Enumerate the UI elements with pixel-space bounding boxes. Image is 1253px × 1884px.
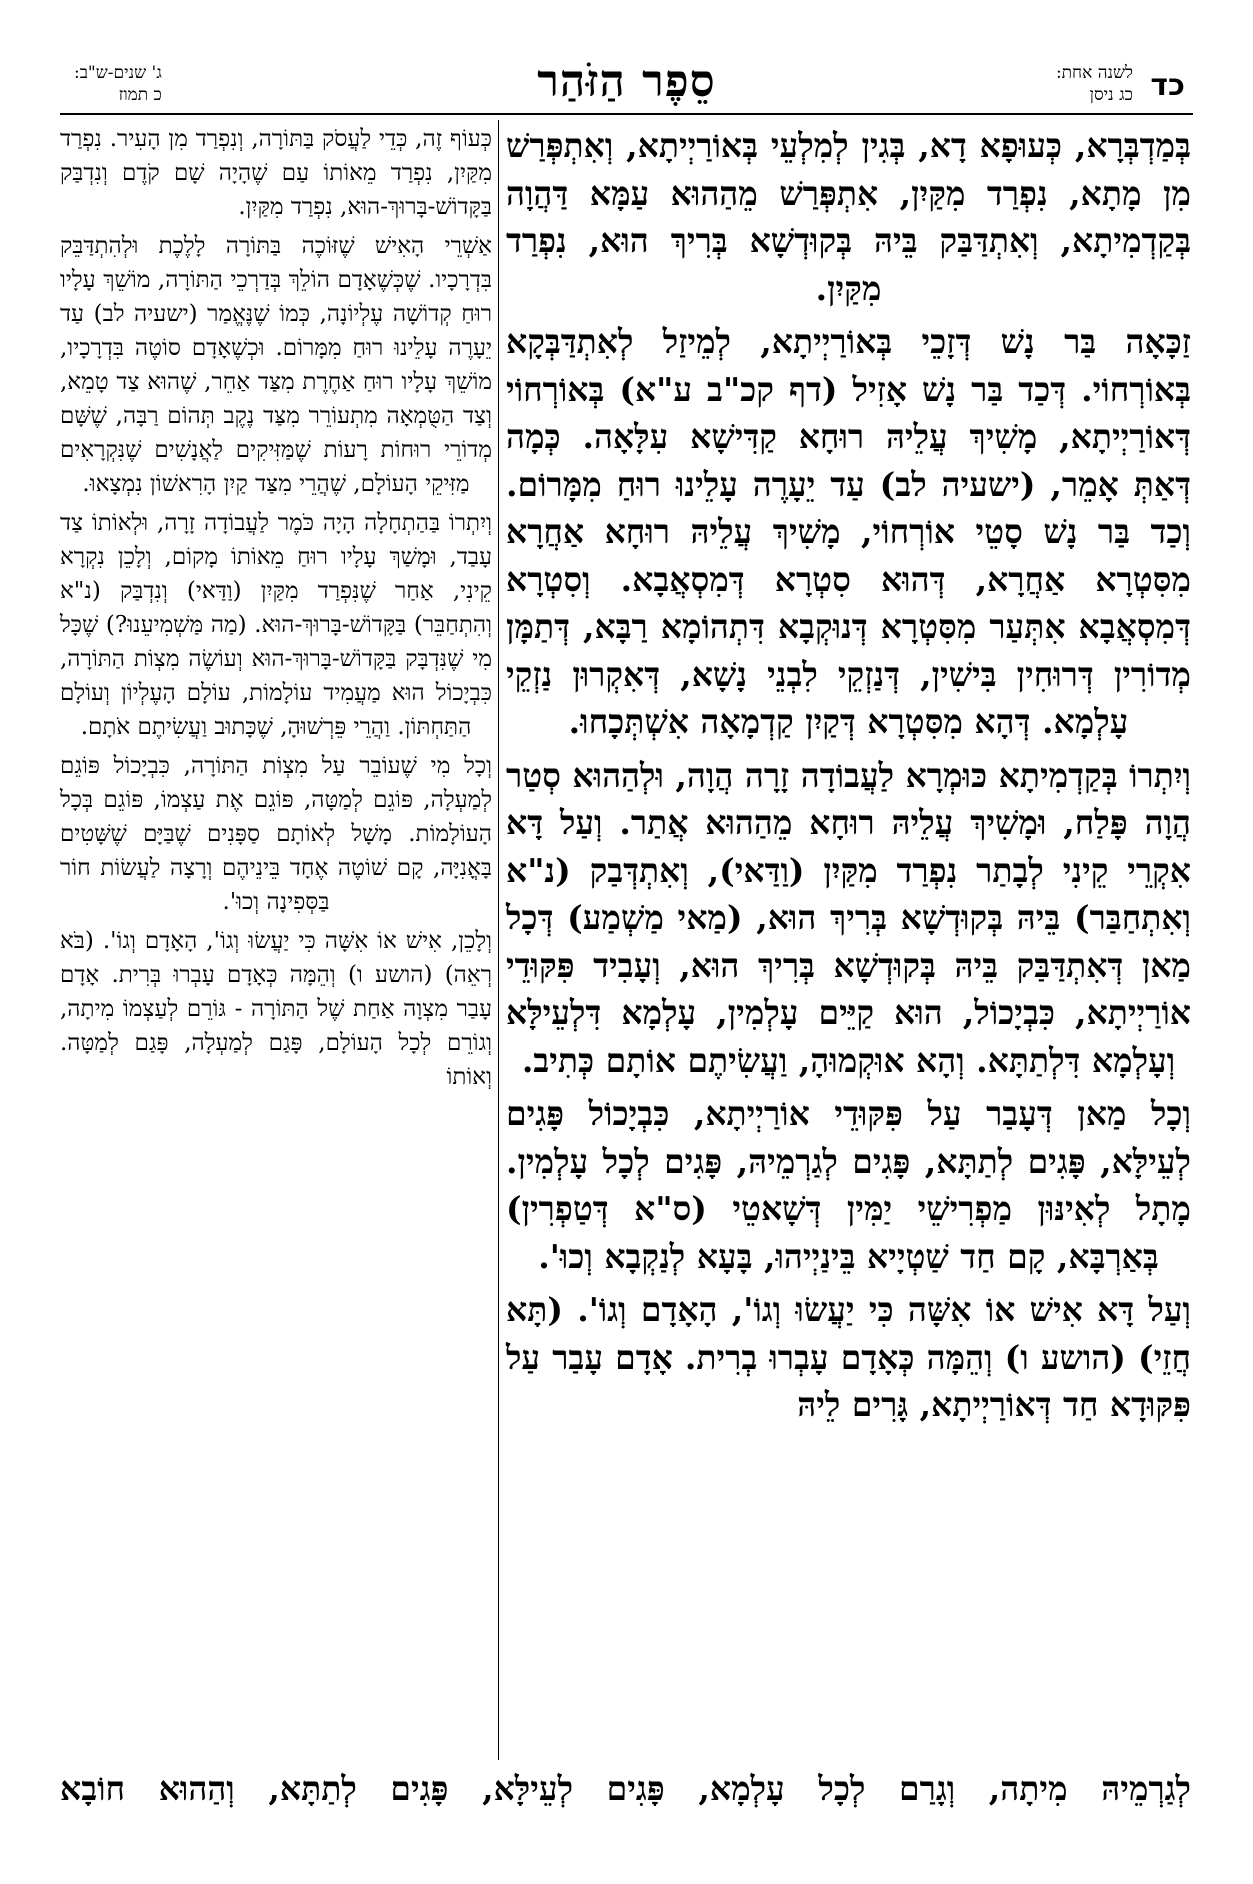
translation-paragraph: וְכָל מִי שֶׁעוֹבֵר עַל מִצְוֹת הַתּוֹרָה, כִּבְיָכוֹל פּוֹגֵם לְמַעְלָה, פּוֹגֵם לְמַטָּה, פּוֹגֵם אֶת עַצְמוֹ, פּוֹגֵם בְּכָל הָעוֹלָמוֹת. מָשָׁל לְאוֹתָם סַפָּנִים שֶׁבַּיָּם שֶׁשָּׁטִים בָּאֳנִיָּה, קָם שׁוֹטֶה אֶחָד בֵּינֵיהֶם וְרָצָה לַעֲשׂוֹת חוֹר בַּסְּפִינָה וְכוּ'.: [60, 753, 492, 915]
translation-paragraph: אַשְׁרֵי הָאִישׁ שֶׁזּוֹכֶה בַּתּוֹרָה לָלֶכֶת וּלְהִתְדַּבֵּק בִּדְרָכָיו. שֶׁכְּשֶׁאָדָם הוֹלֵךְ בְּדַרְכֵי הַתּוֹרָה, מוֹשֵׁךְ עָלָיו רוּחַ קְדוֹשָׁה עֶלְיוֹנָה, כְּמוֹ שֶׁנֶּאֱמַר (ישעיה לב) עַד יֵעָרֶה עָלֵינוּ רוּחַ מִמָּרוֹם. וּכְשֶׁאָדָם סוֹטֶה בִּדְרָכָיו, מוֹשֵׁךְ עָלָיו רוּחַ אַחֶרֶת מִצַּד אַחֵר, שֶׁהוּא צַד טָמֵא, וְצַד הַטֻּמְאָה מִתְעוֹרֵר מִצַּד נֶקֶב תְּהוֹם רַבָּה, שֶׁשָּׁם מְדוֹרֵי רוּחוֹת רָעוֹת שֶׁמַּזִּיקִים לַאֲנָשִׁים שֶׁנִּקְרָאִים מַזִּיקֵי הָעוֹלָם, שֶׁהֲרֵי מִצַּד קַיִן הָרִאשׁוֹן נִמְצָאוּ.: [60, 233, 492, 497]
hebrew-translation-column: [60, 122, 492, 1099]
translation-paragraph: וְיִתְרוֹ בַּהַתְחָלָה הָיָה כֹּמֶר לַעֲבוֹדָה זָרָה, וּלְאוֹתוֹ צַד עָבַד, וּמָשַׁךְ עָלָיו רוּחַ מֵאוֹתוֹ מָקוֹם, וְלָכֵן נִקְרָא קֵינִי, אַחַר שֶׁנִּפְרַד מִקַּיִן (וַדַּאי) וְנִדְבַּק (נ"א וְהִתְחַבֵּר) בַּקָּדוֹשׁ-בָּרוּךְ-הוּא. (מַה מַּשְׁמִיעֵנוּ?) שֶׁכָּל מִי שֶׁנִּדְבָּק בַּקָּדוֹשׁ-בָּרוּךְ-הוּא וְעוֹשֶׂה מִצְוֹת הַתּוֹרָה, כִּבְיָכוֹל הוּא מַעֲמִיד עוֹלָמוֹת, עוֹלָם הָעֶלְיוֹן וְעוֹלָם הַתַּחְתּוֹן. וַהֲרֵי פֵּרְשׁוּהָ, שֶׁכָּתוּב וַעֲשִׂיתֶם אֹתָם.: [60, 510, 492, 740]
translation-paragraph: כְּעוֹף זֶה, כְּדֵי לַעֲסֹק בַּתּוֹרָה, וְנִפְרַד מִן הָעִיר. נִפְרַד מִקַּיִן, נִפְרַד מֵאוֹתוֹ עַם שֶׁהָיָה שָׁם קֹדֶם וְנִדְבַּק בַּקָּדוֹשׁ-בָּרוּךְ-הוּא, נִפְרַד מִקַּיִן.: [60, 126, 492, 220]
column-divider: [498, 120, 499, 1760]
header-left-line2: כ תמוז: [118, 85, 162, 105]
main-text-bottom-line: לְגַרְמֵיהּ מִיתָה, וְגָרַם לְכָל עָלְמָא, פָּגִים לְעֵילָּא, פָּגִים לְתַתָּא, וְהַהוּא חוֹבָא: [60, 1769, 1191, 1808]
aramaic-main-column: [506, 122, 1191, 1435]
main-paragraph: בְּמַדְבְּרָא, כְּעוּפָא דָא, בְּגִין לְמִלְעֵי בְּאוֹרַיְיתָא, וְאִתְפְּרַשׁ מִן מָתָא, נִפְרַד מִקַּיִן, אִתְפְּרַשׁ מֵהַהוּא עַמָּא דַּהֲוָה בְּקַדְמִיתָא, וְאִתְדַּבַּק בֵּיהּ בְּקוּדְשָׁא בְּרִיךְ הוּא, נִפְרַד מִקַּיִן.: [506, 126, 1191, 308]
header-right-line2: כג ניסן: [1089, 85, 1133, 105]
main-paragraph: וְעַל דָּא אִישׁ אוֹ אִשָּׁה כִּי יַעֲשׂוּ וְגוֹ', הָאָדָם וְגוֹ'. (תָּא חֲזֵי) (הושע ו) וְהֵמָּה כְּאָדָם עָבְרוּ בְרִית. אָדָם עָבַר עַל פִּקּוּדָא חַד דְּאוֹרַיְיתָא, גָּרִים לֵיהּ: [506, 1290, 1191, 1424]
page-number: כד: [1150, 68, 1185, 103]
header-left-line1: ג' שנים-ש"ב:: [74, 63, 162, 83]
translation-paragraph: וְלָכֵן, אִישׁ אוֹ אִשָּׁה כִּי יַעֲשׂוּ וְגוֹ', הָאָדָם וְגוֹ'. (בֹּא רְאֵה) (הושע ו) וְהֵמָּה כְּאָדָם עָבְרוּ בְּרִית. אָדָם עָבַר מִצְוָה אַחַת שֶׁל הַתּוֹרָה - גּוֹרֵם לְעַצְמוֹ מִיתָה, וְגוֹרֵם לְכָל הָעוֹלָם, פָּגַם לְמַעְלָה, פָּגַם לְמַטָּה. וְאוֹתוֹ: [60, 928, 492, 1090]
main-paragraph: זַכָּאָה בַּר נָשׁ דְּזָכֵי בְּאוֹרַיְיתָא, לְמֵיזַל לְאִתְדַּבְּקָא בְּאוֹרְחוֹי. דְּכַד בַּר נָשׁ אָזִיל (דף קכ"ב ע"א) בְּאוֹרְחוֹי דְּאוֹרַיְיתָא, מָשִׁיךְ עֲלֵיהּ רוּחָא קַדִּישָׁא עִלָּאָה. כְּמָה דְּאַתְּ אָמֵר, (ישעיה לב) עַד יֵעָרֶה עָלֵינוּ רוּחַ מִמָּרוֹם. וְכַד בַּר נָשׁ סָטֵי אוֹרְחוֹי, מָשִׁיךְ עֲלֵיהּ רוּחָא אַחֲרָא מִסִּטְרָא אַחֲרָא, דְּהוּא סִטְרָא דְּמִסְאֲבָא. וְסִטְרָא דְּמִסְאֲבָא אִתְּעַר מִסִּטְרָא דְּנוּקְבָא דִּתְהוֹמָא רַבָּא, דְּתַמָּן מְדוֹרִין דְּרוּחִין בִּישִׁין, דְּנַזְקֵי לִבְנֵי נָשָׁא, דְּאִקְרוּן נַזְקֵי עָלְמָא. דְּהָא מִסִּטְרָא דְּקַיִן קַדְמָאָה אִשְׁתְּכָחוּ.: [506, 322, 1191, 741]
main-paragraph: וְכָל מַאן דְּעָבַר עַל פִּקּוּדֵי אוֹרַיְיתָא, כִּבְיָכוֹל פָּגִים לְעֵילָּא, פָּגִים לְתַתָּא, פָּגִים לְגַרְמֵיהּ, פָּגִים לְכָל עָלְמִין. מָתָל לְאִינּוּן מַפְרִישֵׁי יַמִּין דְּשָׁאטֵי (ס"א דְּטַפְרִין) בְּאַרְבָּא, קָם חַד שַׁטְיָיא בֵּינַיְיהוּ, בָּעָא לְנַקְבָא וְכוּ'.: [506, 1094, 1191, 1276]
header-study-schedule-three-years: [74, 62, 162, 106]
book-title: סֵפֶר הַזֹּהַר: [537, 56, 716, 107]
main-paragraph: וְיִתְרוֹ בְּקַדְמִיתָא כּוּמְרָא לַעֲבוֹדָה זָרָה הֲוָה, וּלְהַהוּא סְטַר הֲוָה פָּלַח, וּמָשִׁיךְ עֲלֵיהּ רוּחָא מֵהַהוּא אֲתַר. וְעַל דָּא אִקְרֵי קֵינִי לְבָתַר נִפְרַד מִקַּיִן (וַדַּאי), וְאִתְדְּבַק (נ"א וְאִתְחַבַּר) בֵּיהּ בְּקוּדְשָׁא בְּרִיךְ הוּא, (מַאי מַשְׁמַע) דְּכָל מַאן דְּאִתְדַּבַּק בֵּיהּ בְּקוּדְשָׁא בְּרִיךְ הוּא, וְעָבִיד פִּקּוּדֵי אוֹרַיְיתָא, כִּבְיָכוֹל, הוּא קַיֵּים עָלְמִין, עָלְמָא דִּלְעֵילָּא וְעָלְמָא דִּלְתַתָּא. וְהָא אוּקְמוּהָ, וַעֲשִׂיתֶם אוֹתָם כְּתִיב.: [506, 755, 1191, 1080]
header-rule: [60, 113, 1193, 115]
header-right-line1: לשנה אחת:: [1055, 63, 1133, 83]
page-header: [60, 50, 1193, 115]
